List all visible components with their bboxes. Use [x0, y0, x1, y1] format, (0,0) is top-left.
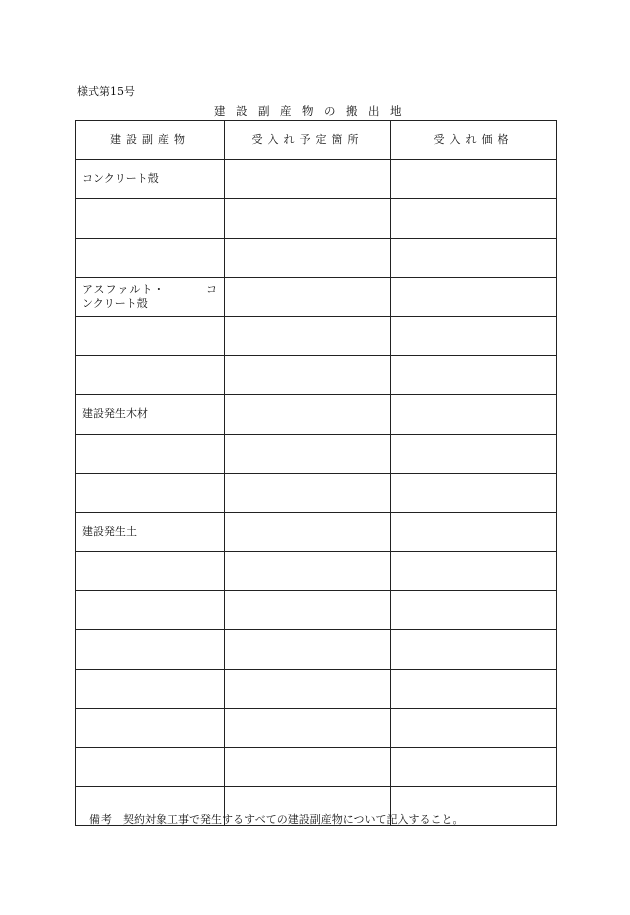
remarks — [89, 814, 464, 826]
site-cell[interactable] — [225, 473, 391, 512]
table-row — [76, 395, 557, 434]
site-cell[interactable] — [225, 512, 391, 551]
price-cell[interactable] — [391, 473, 557, 512]
price-cell[interactable] — [391, 512, 557, 551]
by-products-table — [75, 120, 557, 826]
table-row — [76, 591, 557, 630]
table-row — [76, 199, 557, 238]
table-row — [76, 160, 557, 199]
site-cell[interactable] — [225, 277, 391, 316]
site-cell[interactable] — [225, 316, 391, 355]
site-cell[interactable] — [225, 395, 391, 434]
site-cell[interactable] — [225, 199, 391, 238]
table-row — [76, 434, 557, 473]
price-cell[interactable] — [391, 669, 557, 708]
category-cell[interactable] — [76, 199, 225, 238]
category-asphalt-concrete — [76, 277, 225, 316]
table-row — [76, 473, 557, 512]
category-cell[interactable] — [76, 630, 225, 669]
remarks-label: 備考 — [89, 813, 113, 826]
price-cell[interactable] — [391, 199, 557, 238]
site-cell[interactable] — [225, 669, 391, 708]
form-title: 建設副産物の搬出地 — [214, 104, 412, 118]
header-receiving-price: 受入れ価格 — [391, 121, 557, 160]
site-cell[interactable] — [225, 434, 391, 473]
table-row — [76, 238, 557, 277]
category-cell[interactable] — [76, 708, 225, 747]
category-cell[interactable] — [76, 238, 225, 277]
table-row — [76, 748, 557, 787]
site-cell[interactable] — [225, 708, 391, 747]
category-cell[interactable] — [76, 552, 225, 591]
header-by-product: 建設副産物 — [76, 121, 225, 160]
site-cell[interactable] — [225, 552, 391, 591]
price-cell[interactable] — [391, 434, 557, 473]
category-cell[interactable] — [76, 356, 225, 395]
asphalt-label-line1-left: アスファルト・ — [82, 282, 166, 296]
price-cell[interactable] — [391, 591, 557, 630]
asphalt-label-line1-right: コ — [206, 282, 218, 296]
category-cell[interactable] — [76, 669, 225, 708]
price-cell[interactable] — [391, 630, 557, 669]
table-row — [76, 552, 557, 591]
price-cell[interactable] — [391, 238, 557, 277]
price-cell[interactable] — [391, 356, 557, 395]
remarks-text: 契約対象工事で発生するすべての建設副産物について記入すること。 — [123, 813, 464, 826]
price-cell[interactable] — [391, 708, 557, 747]
table-row — [76, 669, 557, 708]
category-concrete: コンクリート殻 — [76, 160, 225, 199]
category-cell[interactable] — [76, 748, 225, 787]
category-soil: 建設発生土 — [76, 512, 225, 551]
table-row — [76, 316, 557, 355]
price-cell[interactable] — [391, 160, 557, 199]
site-cell[interactable] — [225, 356, 391, 395]
price-cell[interactable] — [391, 552, 557, 591]
site-cell[interactable] — [225, 630, 391, 669]
category-cell[interactable] — [76, 316, 225, 355]
price-cell[interactable] — [391, 316, 557, 355]
table-row — [76, 512, 557, 551]
header-receiving-site: 受入れ予定箇所 — [225, 121, 391, 160]
price-cell[interactable] — [391, 395, 557, 434]
form-number: 様式第15号 — [77, 85, 135, 98]
category-cell[interactable] — [76, 591, 225, 630]
site-cell[interactable] — [225, 238, 391, 277]
site-cell[interactable] — [225, 748, 391, 787]
asphalt-label-line2: ンクリート殻 — [82, 296, 148, 310]
price-cell[interactable] — [391, 748, 557, 787]
site-cell[interactable] — [225, 591, 391, 630]
site-cell[interactable] — [225, 160, 391, 199]
table-row — [76, 630, 557, 669]
price-cell[interactable] — [391, 277, 557, 316]
category-cell[interactable] — [76, 473, 225, 512]
category-wood: 建設発生木材 — [76, 395, 225, 434]
table-header-row — [76, 121, 557, 160]
table-row — [76, 708, 557, 747]
table-row — [76, 356, 557, 395]
table-row — [76, 277, 557, 316]
category-cell[interactable] — [76, 434, 225, 473]
